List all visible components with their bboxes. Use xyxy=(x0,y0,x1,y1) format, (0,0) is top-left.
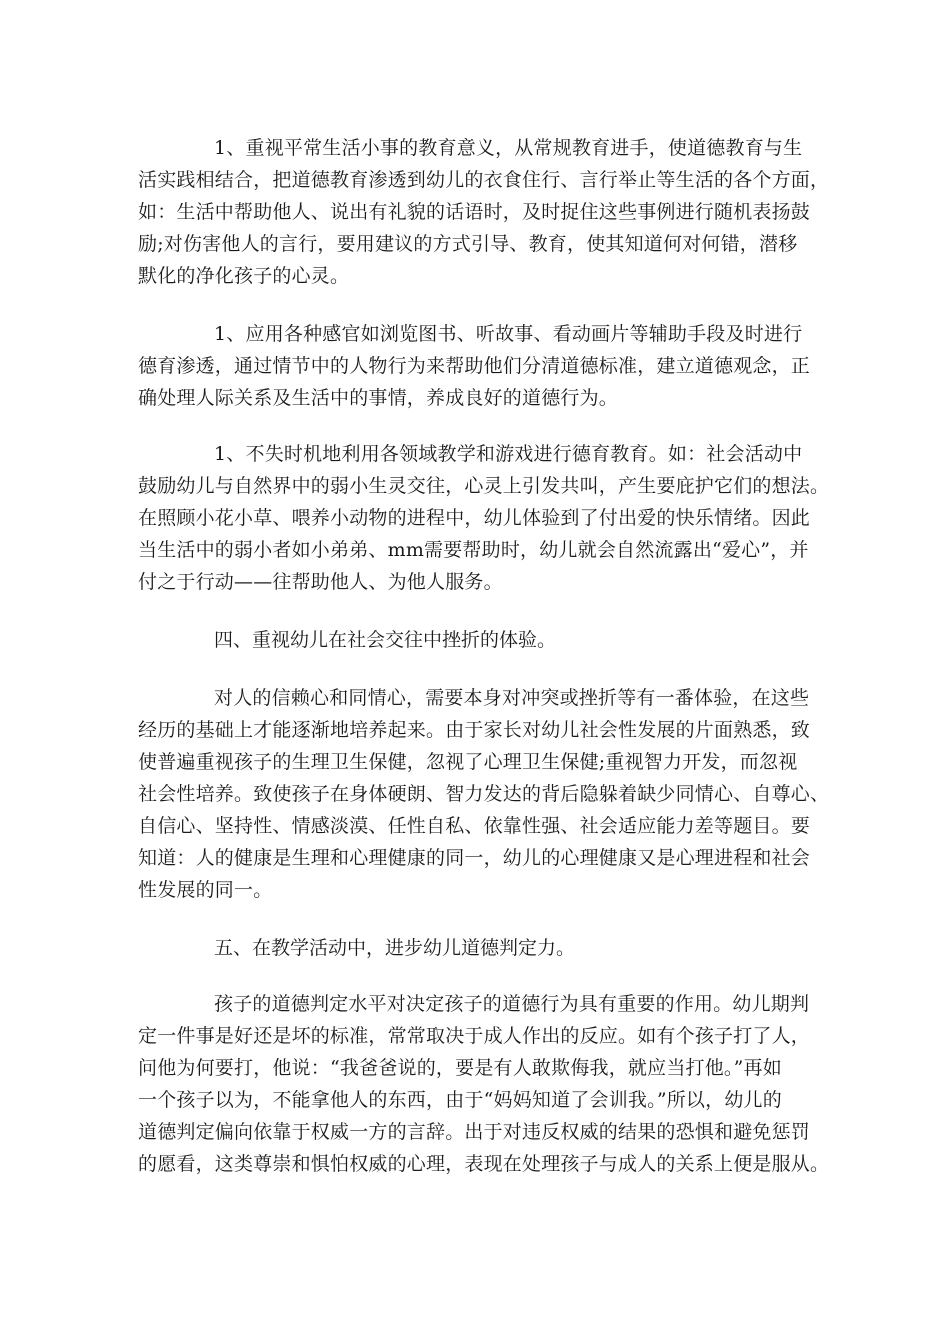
paragraph-line: 经历的基础上才能逐渐地培养起来。由于家长对幼儿社会性发展的片面熟悉，致 xyxy=(138,719,811,741)
section-heading-4: 四、重视幼儿在社会交往中挫折的体验。 xyxy=(214,629,557,651)
paragraph-line: 确处理人际关系及生活中的事情，养成良好的道德行为。 xyxy=(138,387,619,409)
paragraph-line: 活实践相结合，把道德教育渗透到幼儿的衣食住行、言行举止等生活的各个方面， xyxy=(138,169,830,191)
paragraph-line: 问他为何要打，他说：“我爸爸说的，要是有人敢欺侮我，就应当打他。”再如 xyxy=(138,1057,782,1079)
paragraph-line: 定一件事是好还是坏的标准，常常取决于成人作出的反应。如有个孩子打了人， xyxy=(138,1025,811,1047)
paragraph-line: 默化的净化孩子的心灵。 xyxy=(138,265,350,287)
paragraph-line: 付之于行动——往帮助他人、为他人服务。 xyxy=(138,571,503,593)
paragraph-4 xyxy=(138,682,828,906)
paragraph-2 xyxy=(138,318,828,414)
section-heading-5: 五、在教学活动中，进步幼儿道德判定力。 xyxy=(214,937,576,959)
paragraph-line: 社会性培养。致使孩子在身体硬朗、智力发达的背后隐躲着缺少同情心、自尊心、 xyxy=(138,783,830,805)
paragraph-line: 励;对伤害他人的言行，要用建议的方式引导、教育，使其知道何对何错，潜移 xyxy=(138,233,798,255)
paragraph-line: 知道：人的健康是生理和心理健康的同一，幼儿的心理健康又是心理进程和社会 xyxy=(138,847,811,869)
paragraph-line: 在照顾小花小草、喂养小动物的进程中，幼儿体验到了付出爱的快乐情绪。因此 xyxy=(138,507,811,529)
paragraph-3 xyxy=(138,438,828,598)
paragraph-1 xyxy=(138,132,828,292)
paragraph-line: 德育渗透，通过情节中的人物行为来帮助他们分清道德标准，建立道德观念，正 xyxy=(138,355,811,377)
paragraph-line: 自信心、坚持性、情感淡漠、任性自私、依靠性强、社会适应能力差等题目。要 xyxy=(138,815,811,837)
paragraph-line: 使普遍重视孩子的生理卫生保健，忽视了心理卫生保健;重视智力开发，而忽视 xyxy=(138,751,798,773)
paragraph-line: 对人的信赖心和同情心，需要本身对冲突或挫折等有一番体验，在这些 xyxy=(214,687,810,709)
paragraph-line: 的愿看，这类尊崇和惧怕权威的心理，表现在处理孩子与成人的关系上便是服从。 xyxy=(138,1153,830,1175)
paragraph-line: 鼓励幼儿与自然界中的弱小生灵交往，心灵上引发共叫，产生要庇护它们的想法。 xyxy=(138,475,830,497)
paragraph-line: 性发展的同一。 xyxy=(138,879,273,901)
paragraph-line: 如：生活中帮助他人、说出有礼貌的话语时，及时捉住这些事例进行随机表扬鼓 xyxy=(138,201,811,223)
paragraph-line: 1、应用各种感官如浏览图书、听故事、看动画片等辅助手段及时进行 xyxy=(214,323,803,345)
paragraph-line: 1、不失时机地利用各领域教学和游戏进行德育教育。如：社会活动中 xyxy=(214,443,803,465)
paragraph-line: 当生活中的弱小者如小弟弟、mm需要帮助时，幼儿就会自然流露出“爱心”，并 xyxy=(138,539,809,561)
paragraph-line: 1、重视平常生活小事的教育意义，从常规教育进手，使道德教育与生 xyxy=(214,137,803,159)
paragraph-5 xyxy=(138,988,828,1180)
paragraph-line: 孩子的道德判定水平对决定孩子的道德行为具有重要的作用。幼儿期判 xyxy=(214,993,810,1015)
paragraph-line: 道德判定偏向依靠于权威一方的言辞。出于对违反权威的结果的恐惧和避免惩罚 xyxy=(138,1121,811,1143)
paragraph-line: 一个孩子以为，不能拿他人的东西，由于“妈妈知道了会训我。”所以，幼儿的 xyxy=(138,1089,782,1111)
